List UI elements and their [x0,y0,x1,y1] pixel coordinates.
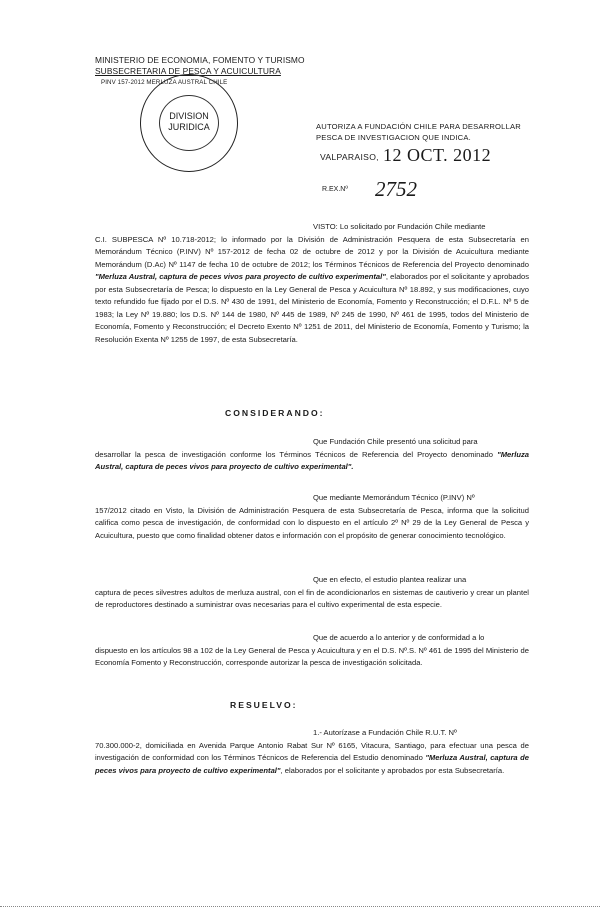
considerando-paragraph-2 [95,492,529,542]
reference-code: PINV 157-2012 MERLUZA AUSTRAL CHILE [101,79,228,86]
division-juridica-stamp [140,74,238,172]
considerando-1-lead: Que Fundación Chile presentó una solicitud para [313,437,478,446]
subject-block [316,121,521,143]
stamp-line-1: DIVISION [169,111,209,121]
considerando-1-project: "Merluza Austral, captura de peces vivos para proyecto de cultivo experimental". [95,449,529,471]
visto-body: C.I. SUBPESCA Nº 10.718-2012; lo informado por la División de Administración Pesquera de esta Subsecretaría en Memorándum Técnico (P.INV) Nº 157-2012 de fecha 02 de octubre de 2012 y por la División de Acuicultura mediante Memorándum (D.Ac) Nº 1147 de fecha 10 de octubre de 2012; los Términos Técnicos de Referencia del Proyecto denominado [95,234,529,269]
considerando-paragraph-1 [95,436,529,474]
resolution-number: 2752 [375,177,417,201]
visto-lead: VISTO: Lo solicitado por Fundación Chile mediante [313,222,486,231]
resuelvo-heading: RESUELVO: [230,700,298,710]
resuelvo-1-lead: 1.- Autorízase a Fundación Chile R.U.T. Nº [313,728,457,737]
considerando-2-lead: Que mediante Memorándum Técnico (P.INV) Nº [313,493,475,502]
resuelvo-paragraph-1 [95,727,529,777]
resuelvo-1-project: "Merluza Austral, captura de peces vivos para proyecto de cultivo experimental" [95,753,529,775]
considerando-1-body: desarrollar la pesca de investigación conforme los Términos Técnicos de Referencia del Proyecto denominado [95,449,493,459]
visto-project-title: "Merluza Austral, captura de peces vivos para proyecto de cultivo experimental" [95,272,386,281]
resuelvo-1-tail: , elaborados por el solicitante y aprobados por esta Subsecretaría. [280,765,505,775]
considerando-heading: CONSIDERANDO: [225,408,325,418]
place: VALPARAISO, [320,152,379,162]
considerando-3-body: captura de peces silvestres adultos de merluza austral, con el fin de acondicionarlos en sistemas de cautiverio y crear un plantel de reproductores destinado a suministrar ovas necesarias para el cultivo experimental de esta especie. [95,587,529,609]
subject-line-2: PESCA DE INVESTIGACION QUE INDICA. [316,133,471,142]
considerando-3-lead: Que en efecto, el estudio plantea realizar una [313,575,467,584]
considerando-paragraph-4 [95,632,529,670]
stamp-line-2: JURIDICA [168,122,210,132]
subject-line-1: AUTORIZA A FUNDACIÓN CHILE PARA DESARROLLAR [316,122,521,131]
visto-paragraph [95,221,529,346]
considerando-4-lead: Que de acuerdo a lo anterior y de conformidad a lo [313,633,485,642]
page-bottom-edge [0,906,600,911]
ministry-name: MINISTERIO DE ECONOMIA, FOMENTO Y TURISMO [95,55,305,65]
considerando-4-body: dispuesto en los artículos 98 a 102 de la Ley General de Pesca y Acuicultura y en el D.S. Nº.S. Nº 461 de 1995 del Ministerio de Economía Fomento y Reconstrucción, corresponde autorizar la pesca de investigación solicitada. [95,645,529,667]
visto-body-2: , elaborados por el solicitante y aprobados por esta Subsecretaría de Pesca; lo dispuesto en la Ley General de Pesca y Acuicultura Nº 18.892, y sus modificaciones, cuyo texto refundido fue fijado por el D.S. Nº 430 de 1991, del Ministerio de Economía, Fomento y Reconstrucción; el D.F.L. Nº 5 de 1983; la Ley Nº 19.880; los D.S. Nº 144 de 1980, Nº 445 de 1989, Nº 245 de 1990, Nº 461 de 1995, todos del Ministerio de Economía, Fomento y Reconstrucción; el Decreto Exento Nº 1251 de 2011, del Ministerio de Economía, Fomento y Turismo; la Resolución Exenta Nº 1255 de 1997, de esta Subsecretaría. [95,272,529,344]
resolution-label: R.EX.Nº [322,186,348,193]
subsecretaria-name: SUBSECRETARIA DE PESCA Y ACUICULTURA [95,66,281,76]
considerando-2-body: 157/2012 citado en Visto, la División de Administración Pesquera de esta Subsecretaría de Pesca, informa que la solicitud califica como pesca de investigación, de conformidad con lo dispuesto en el artículo 2º Nº 29 de la Ley General de Pesca y Acuicultura, puesto que como finalidad obtener datos e información con el propósito de generar conocimiento tecnológico. [95,505,529,540]
resuelvo-1-body: 70.300.000-2, domiciliada en Avenida Parque Antonio Rabat Sur Nº 6165, Vitacura, Santiago, para efectuar una pesca de investigación de conformidad con los Términos Técnicos de Referencia del Estudio denominado [95,740,529,762]
date-stamp: 12 OCT. 2012 [383,145,492,165]
considerando-paragraph-3 [95,574,529,612]
